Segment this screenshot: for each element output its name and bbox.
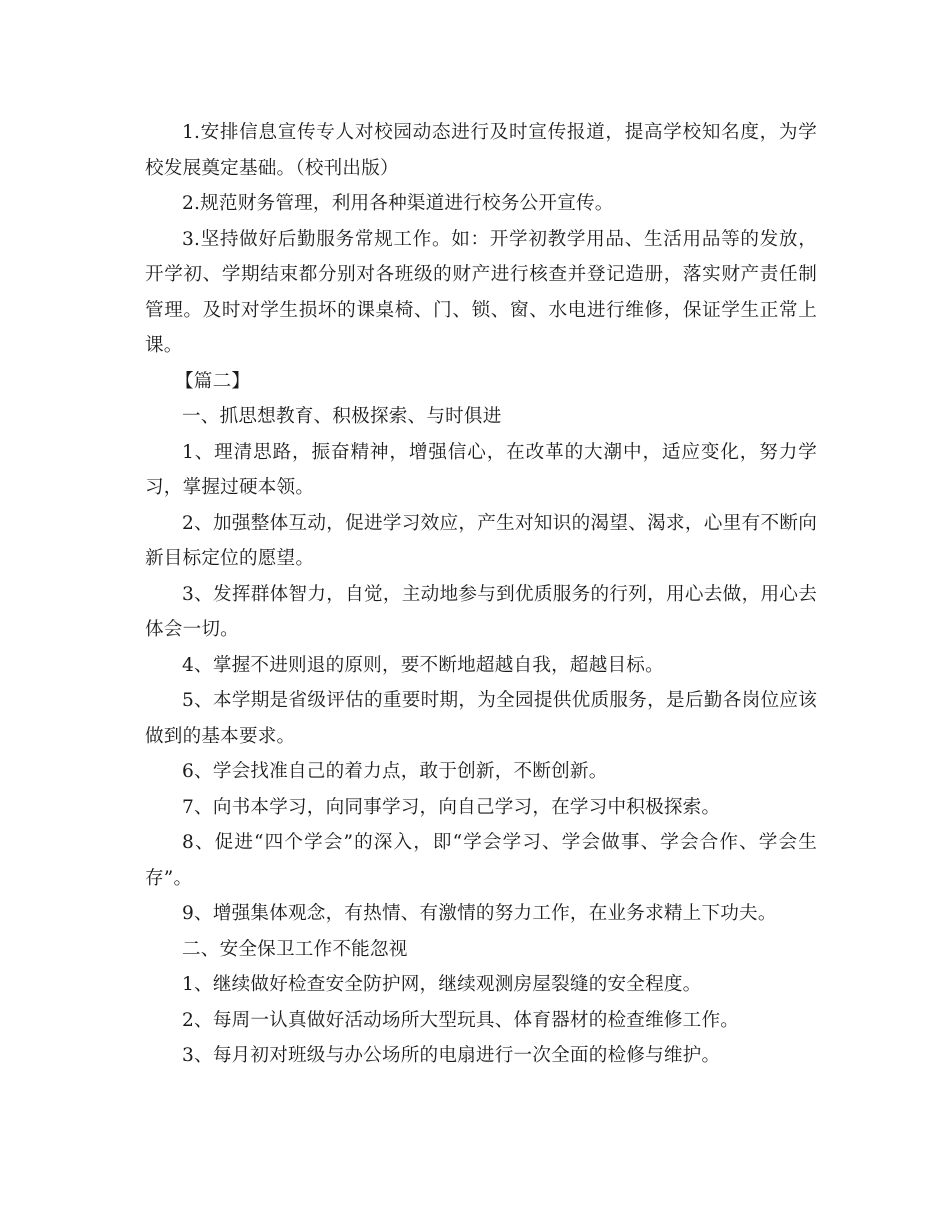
list-item: 9、增强集体观念，有热情、有激情的努力工作，在业务求精上下功夫。: [182, 903, 777, 924]
list-item: 3、每月初对班级与办公场所的电扇进行一次全面的检修与维护。: [182, 1045, 721, 1066]
paragraph-item-2: 2.规范财务管理，利用各种渠道进行校务公开宣传。: [182, 193, 614, 214]
list-item: 5、本学期是省级评估的重要时期，为全园提供优质服务，是后勤各岗位应该做到的基本要求。: [145, 690, 817, 747]
document-body: [145, 115, 817, 1074]
paragraph-item-1: 1.安排信息宣传专人对校园动态进行及时宣传报道，提高学校知名度，为学校发展奠定基础。（校刊出版）: [145, 122, 817, 179]
section-heading-two: 二、安全保卫工作不能忽视: [182, 938, 408, 960]
list-item: 1、理清思路，振奋精神，增强信心，在改革的大潮中，适应变化，努力学习，掌握过硬本领。: [145, 441, 817, 498]
list-item: 2、加强整体互动，促进学习效应，产生对知识的渴望、渴求，心里有不断向新目标定位的愿望。: [145, 512, 817, 569]
list-item: 1、继续做好检查安全防护网，继续观测房屋裂缝的安全程度。: [182, 974, 702, 995]
paragraph-item-3: 3.坚持做好后勤服务常规工作。如：开学初教学用品、生活用品等的发放，开学初、学期结束都分别对各班级的财产进行核查并登记造册，落实财产责任制管理。及时对学生损坏的课桌椅、门、锁、窗、水电进行维修，保证学生正常上课。: [145, 228, 817, 356]
list-item: 7、向书本学习，向同事学习，向自己学习，在学习中积极探索。: [182, 796, 721, 818]
list-item: 6、学会找准自己的着力点，敢于创新，不断创新。: [182, 761, 608, 782]
list-item: 8、促进“四个学会”的深入，即“学会学习、学会做事、学会合作、学会生存”。: [145, 832, 817, 889]
list-item: 4、掌握不进则退的原则，要不断地超越自我，超越目标。: [182, 654, 664, 676]
section-heading-part-two: 【篇二】: [175, 370, 251, 392]
list-item: 3、发挥群体智力，自觉，主动地参与到优质服务的行列，用心去做，用心去体会一切。: [145, 583, 817, 640]
list-item: 2、每周一认真做好活动场所大型玩具、体育器材的检查维修工作。: [182, 1009, 740, 1031]
section-heading-one: 一、抓思想教育、积极探索、与时俱进: [182, 406, 502, 427]
